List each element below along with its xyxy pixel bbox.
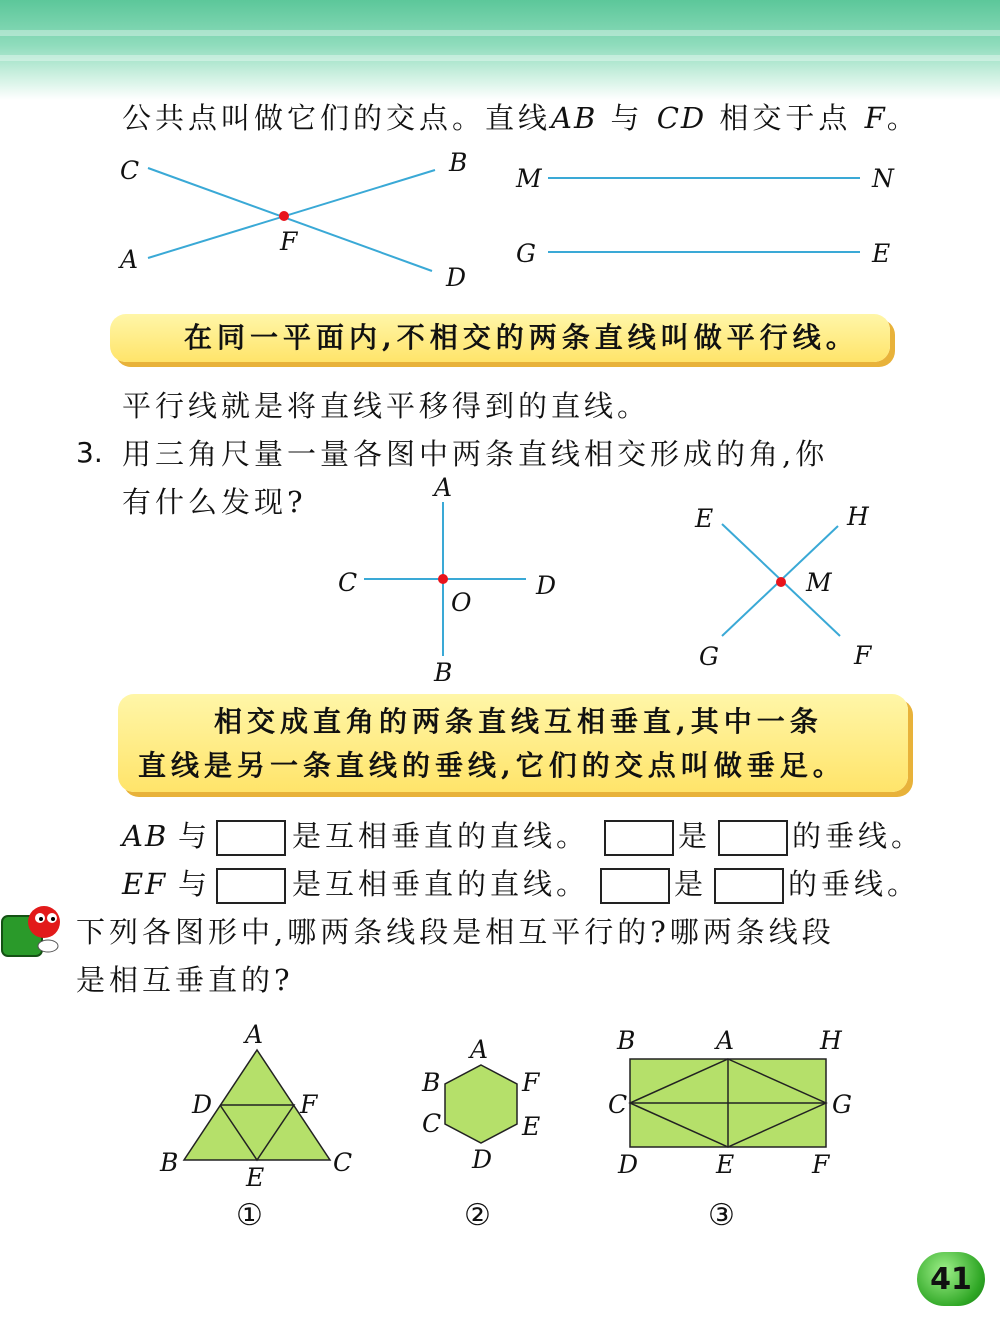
parallel-note: 平行线就是将直线平移得到的直线。 (122, 389, 651, 423)
label-g-2: G (699, 642, 719, 671)
label-n: N (872, 164, 894, 193)
shape2-label-c: C (422, 1109, 442, 1138)
shape2-label-b: B (422, 1068, 441, 1097)
fill2-text3: 是 (674, 867, 708, 901)
question-3-line1: 用三角尺量一量各图中两条直线相交形成的角,你 (122, 437, 829, 471)
shape2-label-d: D (472, 1145, 493, 1174)
intro-ab: AB (551, 101, 598, 135)
fill1-blank-3[interactable] (718, 820, 788, 856)
intro-text-3: 相交于点 (719, 101, 852, 135)
shape1-label-b: B (160, 1148, 179, 1177)
intro-f: F (864, 101, 887, 135)
fill2-text2: 是互相垂直的直线。 (292, 867, 590, 901)
fill2-text1: 与 (178, 867, 212, 901)
fill1-text2: 是互相垂直的直线。 (292, 819, 590, 853)
fill1-blank-2[interactable] (604, 820, 674, 856)
label-b-2: B (434, 658, 453, 687)
point-o (438, 574, 448, 584)
shape3-label-b: B (617, 1026, 636, 1055)
definition-parallel (110, 314, 890, 362)
shape3-label-g: G (832, 1090, 852, 1119)
intro-text: 公共点叫做它们的交点。直线 (122, 101, 552, 135)
definition-perpendicular-line1: 相交成直角的两条直线互相垂直,其中一条 (214, 705, 823, 738)
mascot-icon (0, 898, 68, 960)
label-e: E (872, 239, 891, 268)
fill2-prefix: EF (122, 867, 168, 901)
shape3-label-h: H (820, 1026, 842, 1055)
shape2-label-a: A (470, 1035, 489, 1064)
fill1-blank-1[interactable] (216, 820, 286, 856)
shape1-label-c: C (333, 1148, 353, 1177)
shape2-caption: ② (464, 1198, 491, 1233)
label-f: F (280, 227, 298, 256)
intro-cd: CD (656, 101, 707, 135)
shape1-label-f: F (300, 1090, 318, 1119)
intro-text-4: 。 (886, 101, 920, 135)
definition-parallel-text: 在同一平面内,不相交的两条直线叫做平行线。 (184, 321, 859, 354)
label-d: D (446, 263, 467, 292)
fill2-blank-2[interactable] (600, 868, 670, 904)
fill2-text4: 的垂线。 (788, 867, 921, 901)
label-d-2: D (536, 571, 557, 600)
shape3-label-d: D (618, 1150, 639, 1179)
fill2-blank-1[interactable] (216, 868, 286, 904)
hexagon-shape (445, 1065, 517, 1143)
label-o: O (451, 588, 472, 617)
label-f-2: F (854, 641, 872, 670)
shape3-label-e: E (716, 1150, 735, 1179)
label-g: G (516, 239, 536, 268)
definition-perpendicular (118, 694, 908, 792)
point-m (776, 577, 786, 587)
shape3-caption: ③ (708, 1198, 735, 1233)
question-3-line2: 有什么发现? (122, 485, 307, 519)
label-a-2: A (434, 473, 453, 502)
shape3-label-f: F (812, 1150, 830, 1179)
fill1-prefix: AB (122, 819, 169, 853)
question-4-line2: 是相互垂直的? (76, 963, 294, 997)
shape3-label-a: A (716, 1026, 735, 1055)
intro-text-2: 与 (610, 101, 644, 135)
definition-perpendicular-line2: 直线是另一条直线的垂线,它们的交点叫做垂足。 (138, 749, 846, 782)
label-m-2: M (806, 568, 832, 597)
shape1-label-e: E (246, 1163, 265, 1192)
fill1-text3: 是 (678, 819, 712, 853)
question-4-line1: 下列各图形中,哪两条线段是相互平行的?哪两条线段 (76, 915, 835, 949)
label-h: H (847, 502, 869, 531)
shape3-label-c: C (608, 1090, 628, 1119)
label-c-2: C (338, 568, 358, 597)
shape2-label-e: E (522, 1112, 541, 1141)
label-m: M (516, 164, 542, 193)
fill1-text4: 的垂线。 (792, 819, 925, 853)
shape1-caption: ① (236, 1198, 263, 1233)
shape1-label-a: A (245, 1020, 264, 1049)
page-number-badge (917, 1252, 985, 1306)
question-3-number: 3. (76, 436, 103, 469)
label-a: A (120, 245, 139, 274)
label-c: C (120, 156, 140, 185)
label-b: B (449, 148, 468, 177)
label-e-2: E (695, 504, 714, 533)
shape1-label-d: D (192, 1090, 213, 1119)
page-number: 41 (930, 1261, 972, 1297)
fill2-blank-3[interactable] (714, 868, 784, 904)
fill1-text1: 与 (178, 819, 212, 853)
point-f (279, 211, 289, 221)
shape2-label-f: F (522, 1068, 540, 1097)
